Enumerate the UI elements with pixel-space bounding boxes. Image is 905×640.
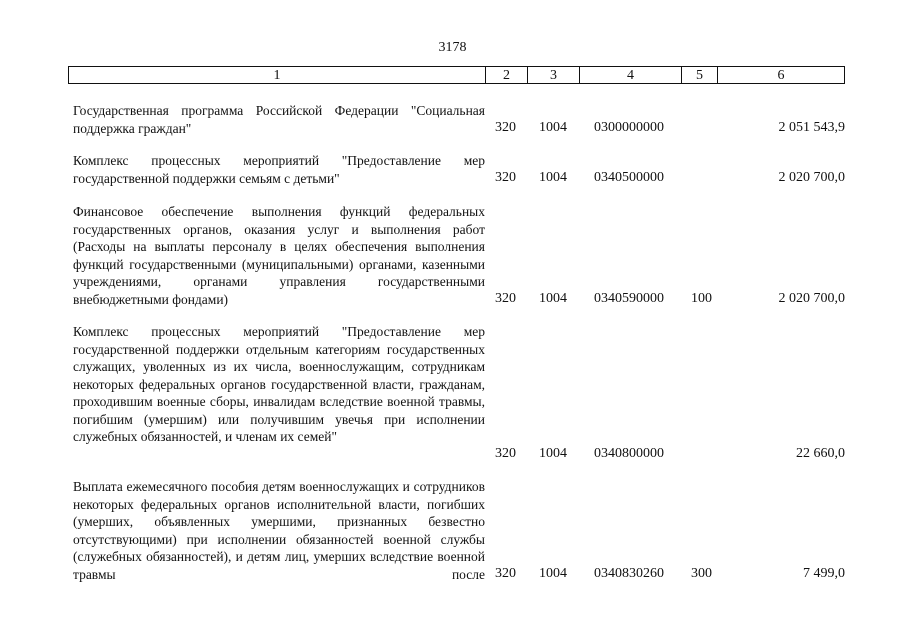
table-header	[68, 66, 845, 84]
row-col-3: 1004	[539, 566, 567, 581]
row-description: Выплата ежемесячного пособия детям военнослужащих и сотрудников некоторых федеральных органов исполнительной власти, погибших (умерших, объявленных умершими, признанных безвестно отсутствующими) при исполнении обязанностей военной службы (служебных обязанностей), и детям лиц, умерших вследствие военной травмы после	[73, 479, 485, 582]
row-description: Государственная программа Российской Федерации "Социальная поддержка граждан"	[73, 103, 485, 136]
row-col-2: 320	[495, 446, 516, 461]
header-col-5: 5	[682, 66, 718, 84]
header-col-6: 6	[718, 66, 845, 84]
row-col-3: 1004	[539, 291, 567, 306]
row-description: Комплекс процессных мероприятий "Предоставление мер государственной поддержки семьям с детьми"	[73, 153, 485, 186]
row-col-6: 7 499,0	[803, 566, 845, 581]
row-col-4: 0340500000	[594, 170, 664, 185]
row-col-3: 1004	[539, 170, 567, 185]
row-col-2: 320	[495, 291, 516, 306]
row-col-2: 320	[495, 170, 516, 185]
row-col-6: 2 051 543,9	[778, 120, 845, 135]
row-col-2: 320	[495, 120, 516, 135]
row-col-2: 320	[495, 566, 516, 581]
row-col-3: 1004	[539, 120, 567, 135]
row-col-4: 0340590000	[594, 291, 664, 306]
row-col-5: 300	[691, 566, 712, 581]
header-col-2: 2	[486, 66, 528, 84]
header-col-3: 3	[528, 66, 580, 84]
header-col-1: 1	[68, 66, 486, 84]
row-col-4: 0340800000	[594, 446, 664, 461]
row-col-6: 2 020 700,0	[778, 170, 845, 185]
header-col-4: 4	[580, 66, 682, 84]
row-col-3: 1004	[539, 446, 567, 461]
row-description: Комплекс процессных мероприятий "Предоставление мер государственной поддержки отдельным категориям государственных служащих, уволенных из их числа, военнослужащим, сотрудникам некоторых федеральных органов государственной власти, гражданам, проходившим военные сборы, инвалидам вследствие военной травмы, погибшим (умершим) или получившим увечья при исполнении служебных обязанностей, и членам их семей"	[73, 324, 485, 444]
row-col-6: 22 660,0	[796, 446, 845, 461]
row-col-6: 2 020 700,0	[778, 291, 845, 306]
row-description: Финансовое обеспечение выполнения функций федеральных государственных органов, оказания услуг и выполнения работ (Расходы на выплаты персоналу в целях обеспечения выполнения функций государственными (муниципальными) органами, казенными учреждениями, органами управления государственными внебюджетными фондами)	[73, 204, 485, 307]
row-col-5: 100	[691, 291, 712, 306]
row-col-4: 0340830260	[594, 566, 664, 581]
row-col-4: 0300000000	[594, 120, 664, 135]
page-number: 3178	[438, 40, 467, 55]
